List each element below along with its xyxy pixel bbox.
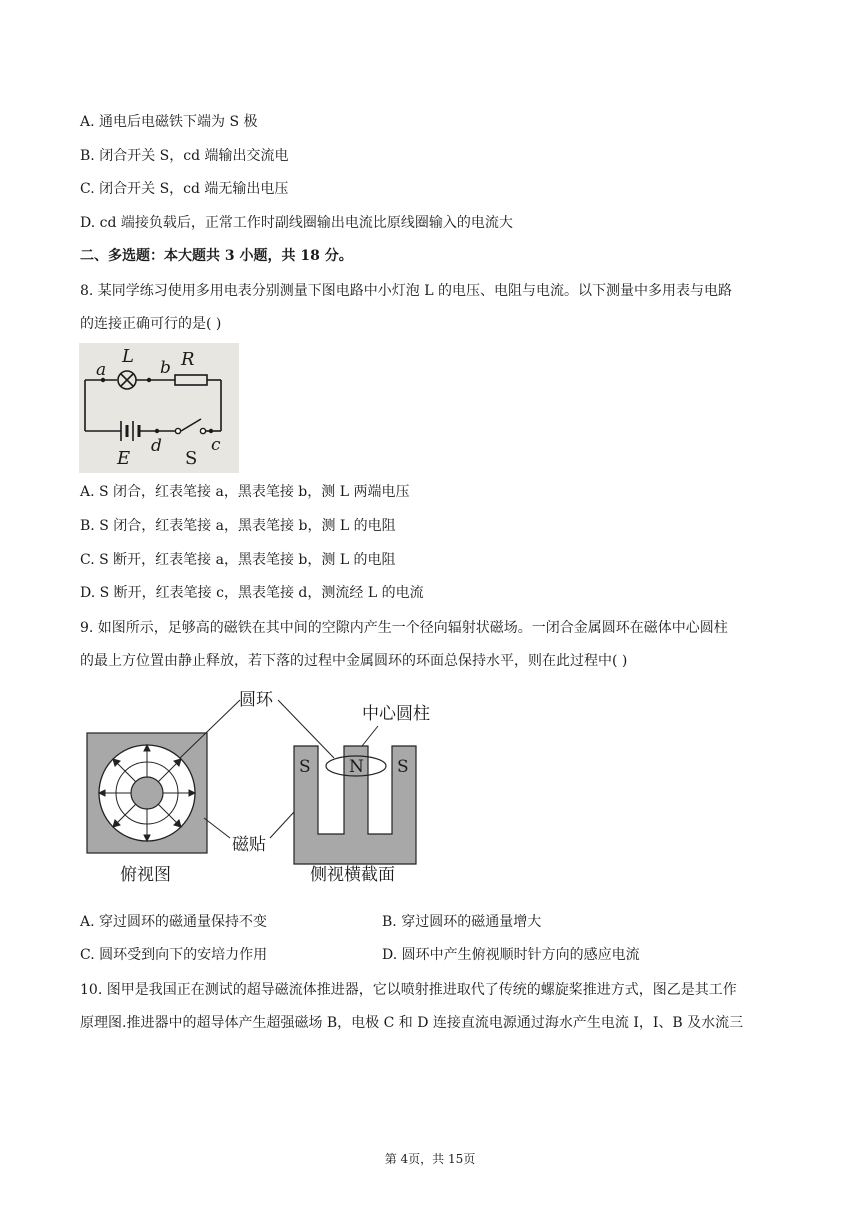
- label-d: d: [151, 436, 162, 456]
- q8-option-c: C. S 断开，红表笔接 a，黑表笔接 b，测 L 的电阻: [80, 552, 396, 568]
- q8-stem-line2: 的连接正确可行的是( ): [80, 316, 222, 332]
- q9-option-c: C. 圆环受到向下的安培力作用: [80, 947, 268, 963]
- section-header: 二、多选题：本大题共 3 小题，共 18 分。: [80, 248, 353, 264]
- label-E: E: [117, 448, 131, 469]
- pole-s-left: S: [299, 757, 311, 777]
- label-L: L: [122, 346, 134, 367]
- label-a: a: [96, 360, 107, 380]
- pole-n: N: [349, 757, 364, 777]
- label-center-column: 中心圆柱: [362, 704, 430, 724]
- page-footer: 第 4页，共 15页: [384, 1152, 476, 1166]
- q9-option-d: D. 圆环中产生俯视顺时针方向的感应电流: [382, 947, 640, 963]
- q8-circuit-figure: [79, 343, 239, 473]
- q8-option-d: D. S 断开，红表笔接 c，黑表笔接 d，测流经 L 的电流: [80, 585, 424, 601]
- q9-magnet-figure: [82, 686, 442, 891]
- q10-stem-line2: 原理图.推进器中的超导体产生超强磁场 B，电极 C 和 D 连接直流电源通过海水产生电流 I，I、B 及水流三: [80, 1015, 744, 1031]
- label-b: b: [160, 358, 171, 378]
- q7-option-b: B. 闭合开关 S，cd 端输出交流电: [80, 148, 289, 164]
- caption-top-view: 俯视图: [120, 865, 171, 885]
- caption-side-view: 侧视横截面: [310, 865, 395, 885]
- pole-s-right: S: [397, 757, 409, 777]
- q8-option-a: A. S 闭合，红表笔接 a，黑表笔接 b，测 L 两端电压: [80, 484, 410, 500]
- label-magnet: 磁贴: [232, 835, 266, 855]
- q7-option-a: A. 通电后电磁铁下端为 S 极: [80, 114, 258, 130]
- q8-option-b: B. S 闭合，红表笔接 a，黑表笔接 b，测 L 的电阻: [80, 518, 396, 534]
- q8-stem-line1: 8. 某同学练习使用多用电表分别测量下图电路中小灯泡 L 的电压、电阻与电流。以下测量中多用表与电路: [80, 283, 733, 299]
- label-R: R: [181, 349, 195, 370]
- q9-stem-line2: 的最上方位置由静止释放，若下落的过程中金属圆环的环面总保持水平，则在此过程中( ): [80, 653, 628, 669]
- q9-option-a: A. 穿过圆环的磁通量保持不变: [80, 914, 268, 930]
- label-c: c: [211, 435, 221, 455]
- label-ring: 圆环: [239, 690, 273, 710]
- q7-option-d: D. cd 端接负载后，正常工作时副线圈输出电流比原线圈输入的电流大: [80, 215, 513, 231]
- q9-stem-line1: 9. 如图所示，足够高的磁铁在其中间的空隙内产生一个径向辐射状磁场。一闭合金属圆环在磁体中心圆柱: [80, 620, 728, 636]
- q10-stem-line1: 10. 图甲是我国正在测试的超导磁流体推进器，它以喷射推进取代了传统的螺旋桨推进方式，图乙是其工作: [80, 982, 737, 998]
- q7-option-c: C. 闭合开关 S，cd 端无输出电压: [80, 181, 289, 197]
- q9-option-b: B. 穿过圆环的磁通量增大: [382, 914, 542, 930]
- label-S: S: [185, 448, 198, 469]
